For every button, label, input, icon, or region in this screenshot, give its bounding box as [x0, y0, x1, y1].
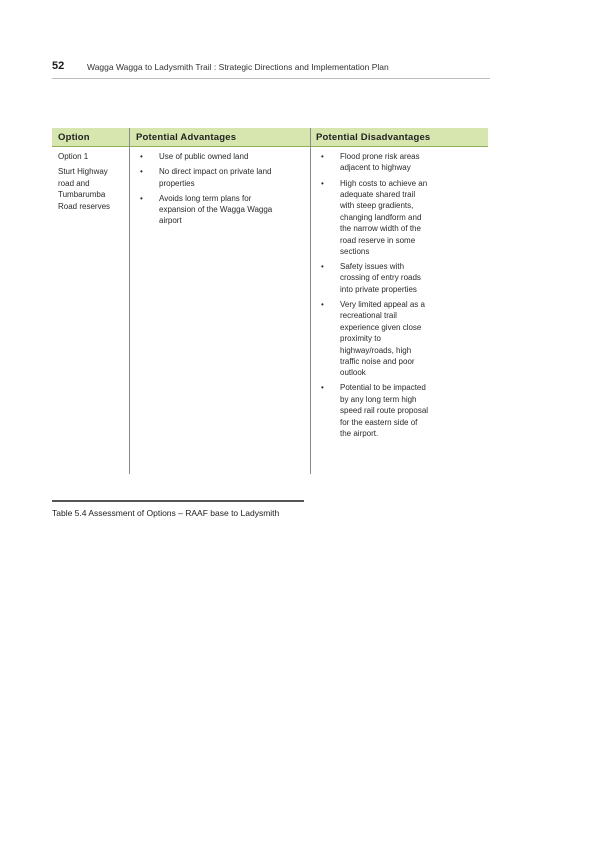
page-number: 52 [52, 60, 65, 72]
disadvantage-text: Flood prone risk areas adjacent to highway [340, 152, 420, 173]
bullet-icon: • [321, 152, 324, 161]
list-item [136, 166, 286, 189]
option-description: Sturt Highway road and Tumbarumba Road reserves [58, 167, 111, 211]
disadvantage-text: High costs to achieve an adequate shared trail with steep gradients, changing landform and the narrow width of the road reserve in some sections [340, 178, 428, 256]
list-item [317, 382, 429, 439]
page-header [52, 60, 490, 79]
document-title: Wagga Wagga to Ladysmith Trail : Strategic Directions and Implementation Plan [87, 62, 389, 72]
bullet-icon: • [321, 383, 324, 393]
disadvantage-text: Very limited appeal as a recreational trail experience given close proximity to highway/roads, high traffic noise and poor outlook [340, 299, 425, 378]
advantages-cell [136, 151, 286, 231]
bullet-icon: • [321, 299, 324, 309]
list-item [317, 299, 429, 379]
disadvantages-cell [317, 151, 429, 443]
advantage-text: No direct impact on private land properties [159, 167, 272, 188]
bullet-icon: • [140, 193, 143, 203]
column-divider [310, 128, 311, 474]
column-header-option: Option [58, 132, 90, 143]
advantage-text: Use of public owned land [159, 152, 249, 161]
bullet-icon: • [321, 262, 324, 272]
column-header-advantages: Potential Advantages [136, 132, 237, 143]
advantage-text: Avoids long term plans for expansion of the Wagga Wagga airport [159, 193, 273, 226]
column-divider [129, 128, 130, 474]
list-item [317, 261, 429, 295]
table-header-row [52, 128, 488, 147]
bullet-icon: • [140, 152, 143, 161]
disadvantage-text: Safety issues with crossing of entry roads into private properties [340, 262, 421, 294]
bullet-icon: • [321, 178, 324, 188]
option-cell [58, 151, 124, 212]
bullet-icon: • [140, 167, 143, 177]
advantages-list [136, 151, 286, 227]
disadvantage-text: Potential to be impacted by any long term high speed rail route proposal for the eastern side of the airport. [340, 383, 429, 439]
disadvantages-list [317, 151, 429, 440]
list-item [136, 193, 286, 227]
options-assessment-table [52, 128, 488, 474]
list-item [136, 151, 286, 162]
list-item [317, 178, 429, 258]
list-item [317, 151, 429, 174]
option-number: Option 1 [58, 152, 89, 161]
caption-divider [52, 500, 304, 502]
column-header-disadvantages: Potential Disadvantages [316, 132, 431, 143]
table-caption: Table 5.4 Assessment of Options – RAAF base to Ladysmith [52, 508, 280, 518]
